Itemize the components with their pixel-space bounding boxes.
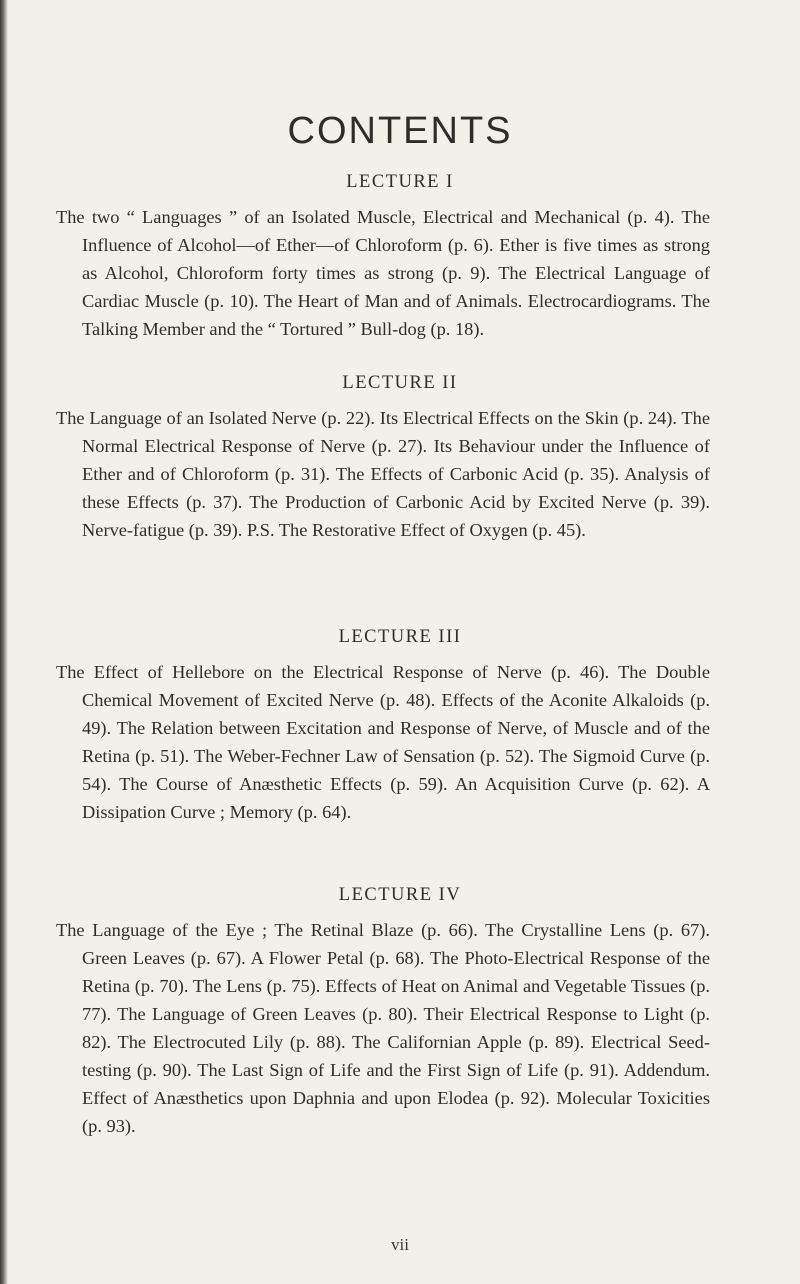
lecture-4-heading: LECTURE IV [338,885,462,905]
lecture-2-summary: The Language of an Isolated Nerve (p. 22). Its Electrical Effects on the Skin (p. 24). The Normal Electrical Response of Nerve (p. 27). Its Behaviour under the Influence of Ether and of Chloroform (p. 31). The Effects of Carbonic Acid (p. 35). Analysis of these Effects (p. 37). The Production of Carbonic Acid by Excited Nerve (p. 39). Nerve-fatigue (p. 39). P.S. The Restorative Effect of Oxygen (p. 45). [56,408,710,540]
lecture-3-summary: The Effect of Hellebore on the Electrical Response of Nerve (p. 46). The Double Chemical Movement of Excited Nerve (p. 48). Effects of the Aconite Alkaloids (p. 49). The Relation between Excitation and Response of Nerve, of Muscle and of the Retina (p. 51). The Weber-Fechner Law of Sensation (p. 52). The Sigmoid Curve (p. 54). The Course of Anæsthetic Effects (p. 59). An Acquisition Curve (p. 62). A Dissipation Curve ; Memory (p. 64). [56,662,710,822]
lecture-3-heading: LECTURE III [338,627,462,647]
lecture-1-summary: The two “ Languages ” of an Isolated Muscle, Electrical and Mechanical (p. 4). The Influence of Alcohol—of Ether—of Chloroform (p. 6). Ether is five times as strong as Alcohol, Chloroform forty times as strong (p. 9). The Electrical Language of Cardiac Muscle (p. 10). The Heart of Man and of Animals. Electrocardiograms. The Talking Member and the “ Tortured ” Bull-dog (p. 18). [56,207,710,339]
lecture-4-section [0,885,800,1140]
lecture-1-section [0,172,800,343]
lecture-1-heading: LECTURE I [346,172,454,192]
page-title: CONTENTS [287,110,513,152]
lecture-2-heading: LECTURE II [342,373,458,393]
lecture-3-section [0,627,800,826]
page-number: vii [391,1235,409,1254]
lecture-2-section [0,373,800,544]
lecture-4-summary: The Language of the Eye ; The Retinal Blaze (p. 66). The Crystalline Lens (p. 67). Green Leaves (p. 67). A Flower Petal (p. 68). The Photo-Electrical Response of the Retina (p. 70). The Lens (p. 75). Effects of Heat on Animal and Vegetable Tissues (p. 77). The Language of Green Leaves (p. 80). Their Electrical Response to Light (p. 82). The Electrocuted Lily (p. 88). The Californian Apple (p. 89). Electrical Seed-testing (p. 90). The Last Sign of Life and the First Sign of Life (p. 91). Addendum. Effect of Anæsthetics upon Daphnia and upon Elodea (p. 92). Molecular Toxicities (p. 93). [56,920,710,1136]
